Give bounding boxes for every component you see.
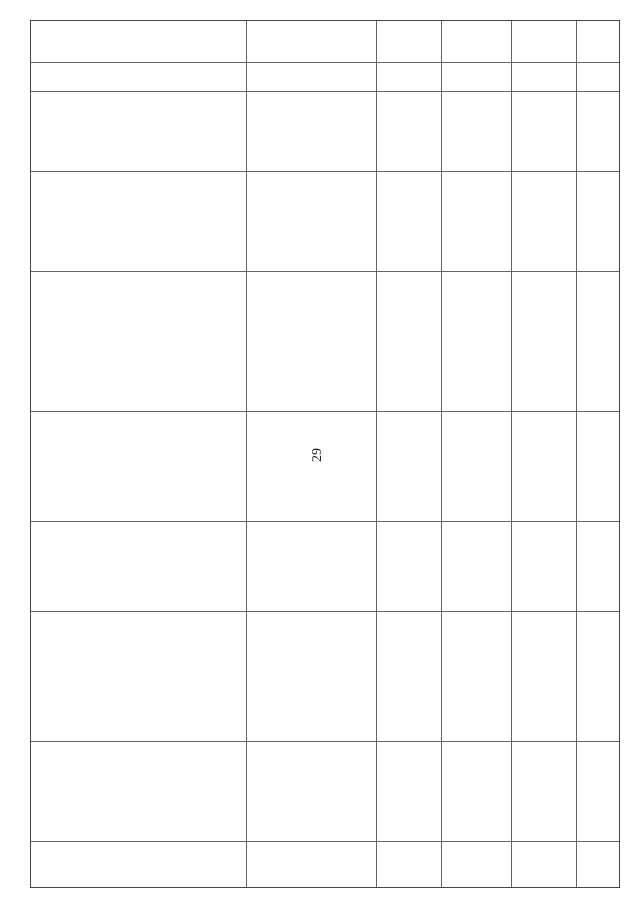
table-column-line <box>376 21 377 887</box>
table-row-line <box>31 62 619 63</box>
table-row-line <box>31 171 619 172</box>
table-column-line <box>511 21 512 887</box>
table-column-line <box>246 21 247 887</box>
table-frame <box>30 20 620 888</box>
table-row-line <box>31 91 619 92</box>
table-row-line <box>31 411 619 412</box>
table-column-line <box>441 21 442 887</box>
table-row-line <box>31 841 619 842</box>
page-number: 29 <box>310 448 325 462</box>
table-row-line <box>31 741 619 742</box>
table-row-line <box>31 521 619 522</box>
table-row-line <box>31 611 619 612</box>
table-column-line <box>576 21 577 887</box>
table-row-line <box>31 271 619 272</box>
